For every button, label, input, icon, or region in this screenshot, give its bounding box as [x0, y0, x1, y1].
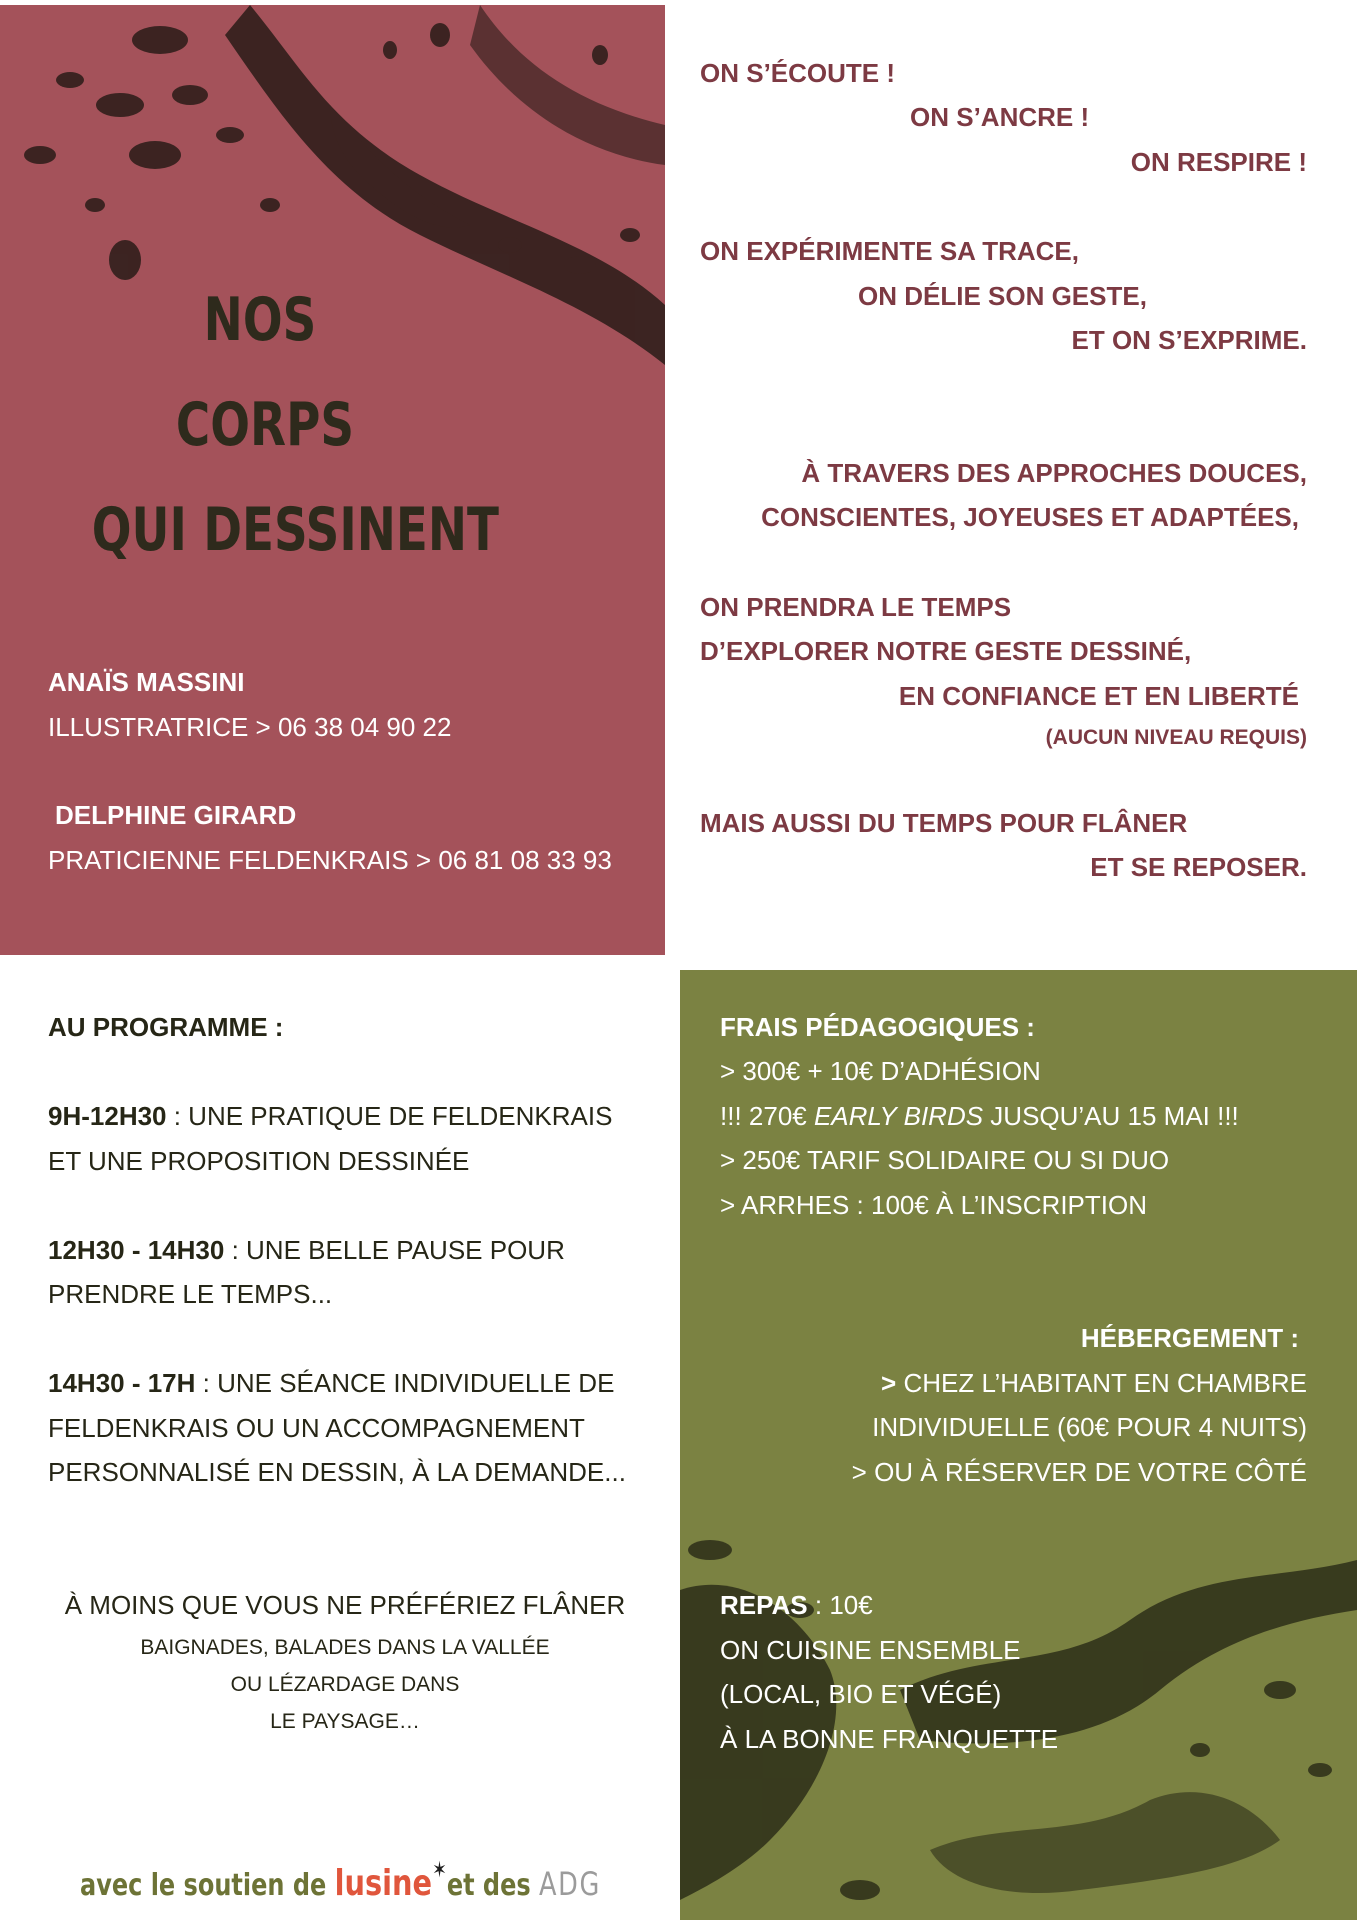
program-alt-line-1: BAIGNADES, BALADES DANS LA VALLÉE — [140, 1636, 550, 1659]
program-alt-main: À MOINS QUE VOUS NE PRÉFÉRIEZ FLÂNER — [64, 1590, 626, 1620]
fees-early-pre: !!! 270€ — [720, 1101, 814, 1131]
left-red-panel — [0, 5, 665, 955]
meals-price: : 10€ — [807, 1590, 873, 1620]
lodging-line-3: > OU À RÉSERVER DE VOTRE CÔTÉ — [851, 1457, 1307, 1487]
title-line-2: CORPS — [175, 390, 355, 460]
program-heading: AU PROGRAMME : — [48, 1012, 284, 1042]
program-item-1-line-2: ET UNE PROPOSITION DESSINÉE — [48, 1146, 470, 1176]
program-item-1-time: 9H-12H30 — [48, 1101, 167, 1131]
program-item-1-line-1 — [48, 1101, 612, 1132]
lodging-mark: > — [881, 1368, 897, 1398]
right-green-panel — [680, 970, 1357, 1920]
intro-line-12: (AUCUN NIVEAU REQUIS) — [1045, 726, 1307, 749]
meals-line-1: ON CUISINE ENSEMBLE — [720, 1635, 1021, 1665]
program-item-2-line-2: PRENDRE LE TEMPS... — [48, 1279, 333, 1309]
intro-line-5: ON DÉLIE SON GESTE, — [858, 281, 1147, 311]
intro-line-4: ON EXPÉRIMENTE SA TRACE, — [700, 236, 1079, 266]
program-alt-line-2: OU LÉZARDAGE DANS — [230, 1673, 460, 1696]
lodging-line-2: INDIVIDUELLE (60€ POUR 4 NUITS) — [872, 1412, 1307, 1442]
intro-line-1: ON S’ÉCOUTE ! — [700, 58, 896, 88]
lusine-logo: lusine — [334, 1863, 433, 1904]
fees-line-1: > 300€ + 10€ D’ADHÉSION — [720, 1056, 1041, 1086]
intro-line-14: ET SE REPOSER. — [1090, 852, 1307, 882]
title-line-1: NOS — [203, 285, 317, 355]
meals-label: REPAS — [720, 1590, 808, 1620]
adg-logo: ADG — [539, 1865, 601, 1903]
lodging-heading: HÉBERGEMENT : — [1080, 1323, 1299, 1353]
program-item-1-text-1: : UNE PRATIQUE DE FELDENKRAIS — [166, 1101, 613, 1131]
intro-line-9: ON PRENDRA LE TEMPS — [700, 592, 1012, 622]
support-line — [80, 1858, 601, 1904]
program-item-3-line-2: FELDENKRAIS OU UN ACCOMPAGNEMENT — [48, 1413, 585, 1443]
intro-line-7: À TRAVERS DES APPROCHES DOUCES, — [801, 458, 1307, 488]
program-item-3-time: 14H30 - 17H — [48, 1368, 196, 1398]
lodging-line-1 — [881, 1368, 1307, 1399]
program-alt-line-3: LE PAYSAGE… — [270, 1710, 420, 1733]
star-icon: ✶ — [432, 1858, 447, 1883]
intro-line-3: ON RESPIRE ! — [1130, 147, 1307, 177]
contact-name-2: DELPHINE GIRARD — [55, 800, 297, 830]
intro-line-6: ET ON S’EXPRIME. — [1071, 325, 1307, 355]
support-prefix: avec le soutien de — [80, 1868, 335, 1903]
contact-name-1: ANAÏS MASSINI — [48, 667, 245, 697]
contact-role-2: PRATICIENNE FELDENKRAIS > 06 81 08 33 93 — [48, 845, 612, 875]
fees-early-post: JUSQU’AU 15 MAI !!! — [983, 1101, 1239, 1131]
intro-line-13: MAIS AUSSI DU TEMPS POUR FLÂNER — [700, 808, 1188, 838]
program-item-3-text-1: : UNE SÉANCE INDIVIDUELLE DE — [195, 1368, 615, 1398]
meals-line-0 — [720, 1590, 873, 1621]
fees-line-4: > ARRHES : 100€ À L’INSCRIPTION — [720, 1190, 1147, 1220]
lodging-line-1-text: CHEZ L’HABITANT EN CHAMBRE — [896, 1368, 1307, 1398]
brush-texture-top — [0, 5, 665, 425]
program-item-3-line-1 — [48, 1368, 614, 1399]
fees-line-2 — [720, 1101, 1239, 1132]
fees-early-em: EARLY BIRDS — [813, 1101, 984, 1131]
program-item-3-line-3: PERSONNALISÉ EN DESSIN, À LA DEMANDE... — [48, 1457, 626, 1487]
intro-line-2: ON S’ANCRE ! — [910, 102, 1090, 132]
support-middle: et des — [446, 1868, 540, 1903]
intro-line-10: D’EXPLORER NOTRE GESTE DESSINÉ, — [700, 636, 1192, 666]
fees-line-3: > 250€ TARIF SOLIDAIRE OU SI DUO — [720, 1145, 1170, 1175]
fees-heading: FRAIS PÉDAGOGIQUES : — [720, 1012, 1035, 1042]
intro-line-8: CONSCIENTES, JOYEUSES ET ADAPTÉES, — [761, 502, 1299, 532]
program-item-2-time: 12H30 - 14H30 — [48, 1235, 225, 1265]
program-item-2-line-1 — [48, 1235, 565, 1266]
program-item-2-text-1: : UNE BELLE PAUSE POUR — [224, 1235, 565, 1265]
meals-line-3: À LA BONNE FRANQUETTE — [720, 1724, 1059, 1754]
contact-role-1: ILLUSTRATRICE > 06 38 04 90 22 — [48, 712, 452, 742]
title-line-3: QUI DESSINENT — [91, 495, 499, 565]
intro-line-11: EN CONFIANCE ET EN LIBERTÉ — [898, 681, 1299, 711]
meals-line-2: (LOCAL, BIO ET VÉGÉ) — [720, 1679, 1002, 1709]
